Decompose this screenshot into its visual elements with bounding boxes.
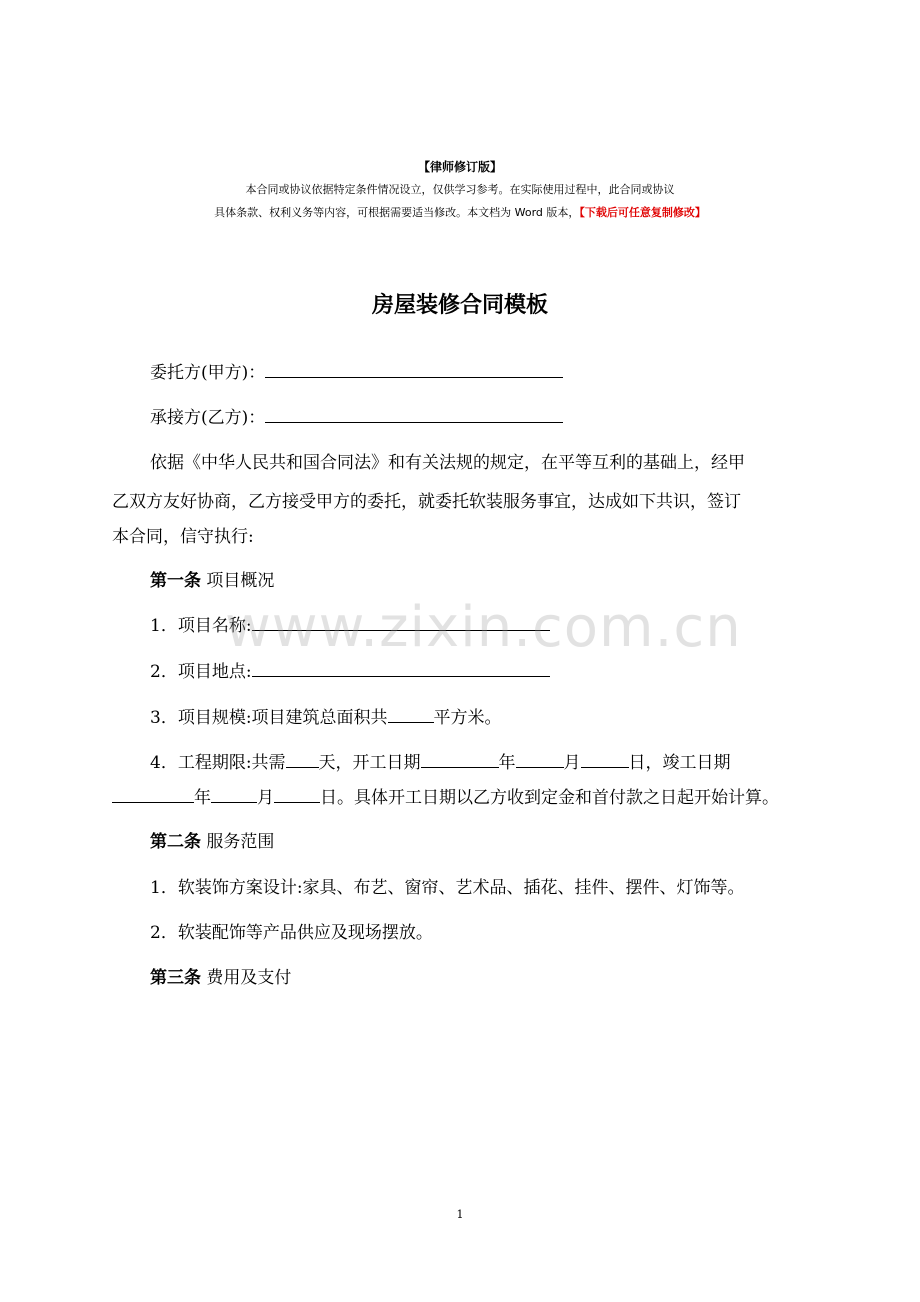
start-year-blank [421, 766, 499, 768]
party-a-line [150, 358, 563, 383]
end-date-label: 日，竣工日期 [628, 753, 731, 773]
party-b-line [150, 403, 563, 428]
project-scale-label: 3．项目规模:项目建筑总面积共 [150, 708, 388, 728]
start-date-label: 天，开工日期 [318, 753, 421, 773]
duration-line-2 [112, 783, 779, 808]
end-year-blank [112, 801, 194, 803]
article-3-heading [150, 963, 291, 988]
start-month-blank [516, 766, 564, 768]
party-a-blank [265, 376, 563, 378]
project-location-line [150, 657, 550, 682]
service-item-2: 2．软装配饰等产品供应及现场摆放。 [150, 923, 433, 943]
party-b-blank [265, 421, 563, 423]
project-location-blank [252, 675, 550, 677]
area-blank [388, 721, 434, 723]
disclaimer-line-2 [0, 204, 920, 220]
watermark: www.zixin.com.cn [225, 595, 742, 660]
days-blank [286, 766, 319, 768]
intro-line-3: 本合同，信守执行: [112, 527, 254, 547]
start-year-unit: 年 [498, 753, 516, 773]
party-a-label: 委托方(甲方)： [150, 363, 266, 383]
revision-label: 【律师修订版】 [417, 160, 502, 174]
article-3-number: 第三条 [150, 968, 201, 988]
end-year-unit: 年 [194, 788, 211, 808]
page-number: 1 [456, 1208, 464, 1221]
article-2-number: 第二条 [150, 832, 201, 852]
duration-line-1 [150, 748, 731, 773]
duration-label: 4．工程期限:共需 [150, 753, 286, 773]
download-note: 【下载后可任意复制修改】 [579, 206, 706, 219]
disclaimer-text: 具体条款、权利义务等内容，可根据需要适当修改。本文档为 Word 版本， [214, 206, 580, 219]
intro-line-1: 依据《中华人民共和国合同法》和有关法规的规定，在平等互利的基础上，经甲 [150, 453, 745, 473]
article-1-heading [150, 566, 274, 591]
document-title: 房屋装修合同模板 [371, 293, 548, 318]
party-b-label: 承接方(乙方)： [150, 408, 266, 428]
end-month-unit: 月 [257, 788, 274, 808]
article-1-number: 第一条 [150, 571, 201, 591]
article-1-title: 项目概况 [206, 571, 275, 591]
project-scale-line [150, 703, 502, 728]
project-location-label: 2．项目地点: [150, 662, 252, 682]
intro-line-2: 乙双方友好协商，乙方接受甲方的委托，就委托软装服务事宜，达成如下共识，签订 [112, 492, 741, 512]
area-unit: 平方米。 [433, 708, 502, 728]
start-calculation-note: 日。具体开工日期以乙方收到定金和首付款之日起开始计算。 [320, 788, 779, 808]
start-day-blank [581, 766, 629, 768]
end-day-blank [274, 801, 320, 803]
start-month-unit: 月 [563, 753, 581, 773]
service-item-1: 1．软装饰方案设计:家具、布艺、窗帘、艺术品、插花、挂件、摆件、灯饰等。 [150, 878, 745, 898]
end-month-blank [211, 801, 257, 803]
disclaimer-line-1: 本合同或协议依据特定条件情况设立，仅供学习参考。在实际使用过程中，此合同或协议 [245, 183, 675, 196]
article-2-heading [150, 827, 274, 852]
article-3-title: 费用及支付 [206, 968, 292, 988]
article-2-title: 服务范围 [206, 832, 275, 852]
project-name-label: 1．项目名称: [150, 616, 252, 636]
